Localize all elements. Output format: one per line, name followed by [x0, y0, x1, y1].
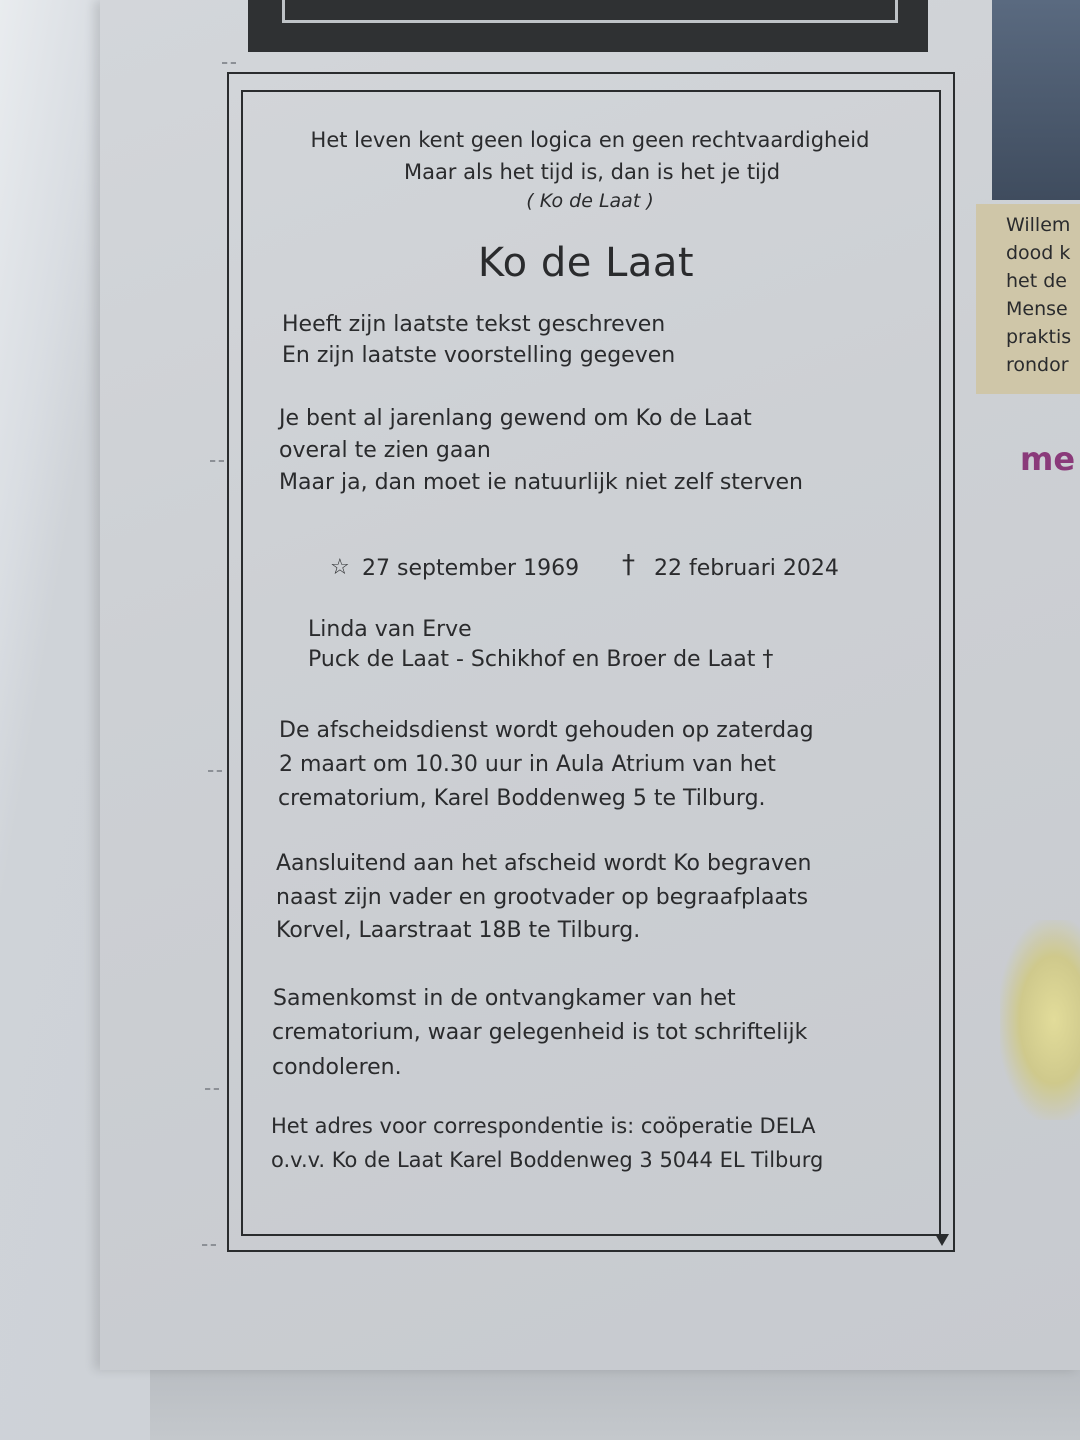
caption-line: het de [1006, 270, 1067, 292]
paper-stack-edge [150, 1360, 1080, 1440]
gathering-text: crematorium, waar gelegenheid is tot schriftelijk [272, 1020, 808, 1045]
motto-attribution: ( Ko de Laat ) [526, 190, 654, 212]
deceased-name: Ko de Laat [477, 240, 695, 286]
caption-line: Mense [1006, 298, 1068, 320]
fold-mark [202, 1244, 216, 1252]
fold-mark [222, 62, 236, 70]
service-text: 2 maart om 10.30 uur in Aula Atrium van het [279, 752, 776, 777]
previous-notice-edge [248, 0, 928, 52]
birth-star-icon: ☆ [330, 555, 350, 580]
article-heading-fragment: me [1020, 440, 1076, 478]
birth-date: 27 september 1969 [362, 556, 580, 581]
address-text: Het adres voor correspondentie is: coöperatie DELA [271, 1114, 816, 1138]
motto-line: Het leven kent geen logica en geen rechtvaardigheid [310, 128, 870, 152]
burial-text: Aansluitend aan het afscheid wordt Ko begraven [276, 851, 812, 876]
flower-photo [1000, 920, 1080, 1120]
relative-name: Linda van Erve [308, 617, 472, 642]
motto-line: Maar als het tijd is, dan is het je tijd [403, 160, 781, 184]
caption-line: Willem [1006, 214, 1071, 236]
fold-mark [205, 1088, 219, 1096]
verse-line: Maar ja, dan moet ie natuurlijk niet zelf sterven [279, 470, 803, 495]
verse-line: overal te zien gaan [279, 438, 491, 463]
burial-text: naast zijn vader en grootvader op begraafplaats [276, 885, 809, 910]
cross-icon: † [622, 550, 635, 580]
article-photo [992, 0, 1080, 200]
caption-line: praktis [1006, 326, 1072, 348]
verse-line: Heeft zijn laatste tekst geschreven [282, 312, 666, 337]
gathering-text: Samenkomst in de ontvangkamer van het [273, 986, 736, 1011]
caption-line: rondor [1006, 354, 1069, 376]
gathering-text: condoleren. [272, 1055, 402, 1080]
service-text: De afscheidsdienst wordt gehouden op zaterdag [279, 718, 814, 743]
death-date: 22 februari 2024 [654, 556, 839, 581]
verse-line: En zijn laatste voorstelling gegeven [282, 343, 676, 368]
continue-arrow-icon [935, 1234, 949, 1246]
caption-line: dood k [1006, 242, 1071, 264]
address-text: o.v.v. Ko de Laat Karel Boddenweg 3 5044 EL Tilburg [271, 1148, 824, 1172]
relative-name: Puck de Laat - Schikhof en Broer de Laat † [308, 647, 774, 672]
burial-text: Korvel, Laarstraat 18B te Tilburg. [276, 918, 641, 943]
fold-mark [208, 770, 222, 778]
verse-line: Je bent al jarenlang gewend om Ko de Laat [279, 406, 752, 431]
service-text: crematorium, Karel Boddenweg 5 te Tilburg. [278, 786, 766, 811]
fold-mark [210, 460, 224, 468]
